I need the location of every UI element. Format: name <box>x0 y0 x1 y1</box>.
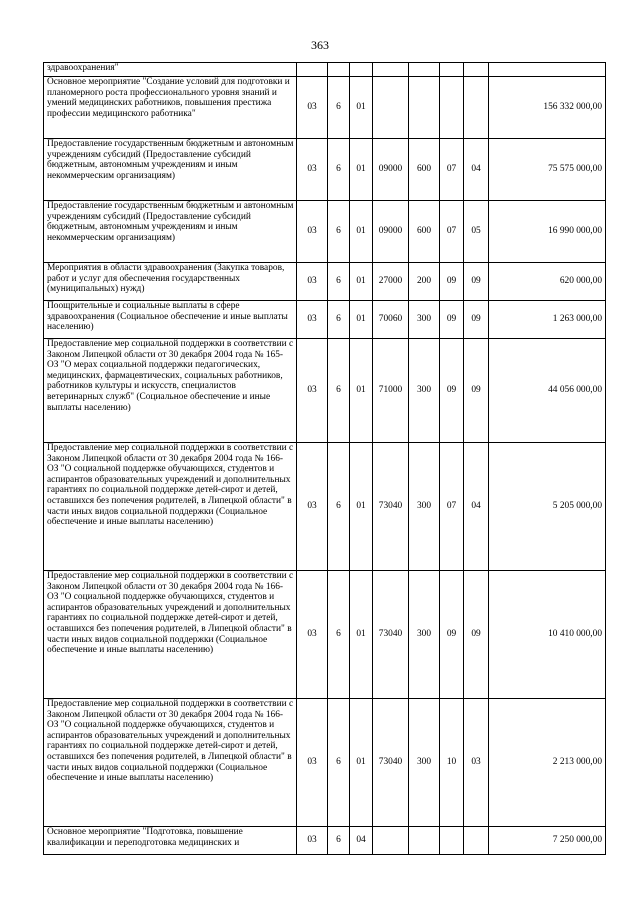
code-subsection: 09 <box>464 301 489 339</box>
code-activity: 04 <box>350 827 373 855</box>
code-subsection: 04 <box>464 443 489 571</box>
row-description: Предоставление мер социальной поддержки в соответствии с Законом Липецкой области от 30 декабря 2004 года № 166-ОЗ "О социальной поддержке обучающихся, студентов и аспирантов образовательных учреждений и дополнительных гарантиях по социальной поддержке детей-сирот и детей, оставшихся без попечения родителей, в Липецкой области" в части иных видов социальной поддержки (Социальное обеспечение и иные выплаты населению) <box>44 699 297 827</box>
row-amount: 7 250 000,00 <box>489 827 606 855</box>
code-subprogram: 6 <box>328 827 350 855</box>
code-activity: 01 <box>350 77 373 139</box>
code-expense-type: 300 <box>409 571 440 699</box>
code-section: 07 <box>440 201 464 263</box>
row-description: Предоставление государственным бюджетным и автономным учреждениям субсидий (Предоставление субсидий бюджетным, автономным учреждениям и иным некоммерческим организациям) <box>44 201 297 263</box>
row-description: Предоставление государственным бюджетным и автономным учреждениям субсидий (Предоставление субсидий бюджетным, автономным учреждениям и иным некоммерческим организациям) <box>44 139 297 201</box>
row-description: Основное мероприятие "Подготовка, повышение квалификации и переподготовка медицинских и <box>44 827 297 855</box>
code-subprogram: 6 <box>328 139 350 201</box>
code-subprogram: 6 <box>328 699 350 827</box>
code-program: 03 <box>297 201 328 263</box>
code-activity: 01 <box>350 201 373 263</box>
row-amount: 2 213 000,00 <box>489 699 606 827</box>
row-amount: 44 056 000,00 <box>489 339 606 443</box>
code-section: 09 <box>440 571 464 699</box>
code-section: 09 <box>440 339 464 443</box>
code-direction: 70060 <box>373 301 409 339</box>
row-description: Предоставление мер социальной поддержки в соответствии с Законом Липецкой области от 30 декабря 2004 года № 166-ОЗ "О социальной поддержке обучающихся, студентов и аспирантов образовательных учреждений и дополнительных гарантиях по социальной поддержке детей-сирот и детей, оставшихся без попечения родителей, в Липецкой области" в части иных видов социальной поддержки (Социальное обеспечение и иные выплаты населению) <box>44 443 297 571</box>
code-program: 03 <box>297 339 328 443</box>
code-subsection: 09 <box>464 263 489 301</box>
code-section: 07 <box>440 139 464 201</box>
page-number: 363 <box>311 38 329 52</box>
code-program: 03 <box>297 443 328 571</box>
code-program: 03 <box>297 301 328 339</box>
code-direction: 27000 <box>373 263 409 301</box>
code-expense-type: 600 <box>409 201 440 263</box>
code-expense-type: 600 <box>409 139 440 201</box>
code-expense-type: 200 <box>409 263 440 301</box>
code-section: 09 <box>440 263 464 301</box>
code-expense-type: 300 <box>409 443 440 571</box>
code-activity: 01 <box>350 443 373 571</box>
table-row <box>44 301 606 339</box>
code-program: 03 <box>297 263 328 301</box>
code-subprogram: 6 <box>328 77 350 139</box>
code-direction: 09000 <box>373 201 409 263</box>
code-program <box>297 63 328 77</box>
row-amount: 5 205 000,00 <box>489 443 606 571</box>
row-description: здравоохранения" <box>44 63 297 77</box>
row-amount: 75 575 000,00 <box>489 139 606 201</box>
code-subprogram: 6 <box>328 443 350 571</box>
code-activity: 01 <box>350 139 373 201</box>
code-section <box>440 827 464 855</box>
code-activity: 01 <box>350 571 373 699</box>
row-amount: 620 000,00 <box>489 263 606 301</box>
row-description: Предоставление мер социальной поддержки в соответствии с Законом Липецкой области от 30 декабря 2004 года № 165-ОЗ "О мерах социальной поддержки педагогических, медицинских, фармацевтических, социальных работников, работников культуры и искусств, специалистов ветеринарных служб" (Социальное обеспечение и иные выплаты населению) <box>44 339 297 443</box>
code-subsection <box>464 827 489 855</box>
code-expense-type <box>409 63 440 77</box>
code-subsection: 03 <box>464 699 489 827</box>
code-activity: 01 <box>350 263 373 301</box>
code-activity: 01 <box>350 339 373 443</box>
code-subsection <box>464 77 489 139</box>
code-direction <box>373 77 409 139</box>
code-subprogram: 6 <box>328 263 350 301</box>
table-row <box>44 77 606 139</box>
table-row <box>44 827 606 855</box>
code-direction <box>373 63 409 77</box>
code-section <box>440 77 464 139</box>
code-expense-type <box>409 77 440 139</box>
code-subprogram: 6 <box>328 301 350 339</box>
code-subsection: 04 <box>464 139 489 201</box>
code-expense-type: 300 <box>409 699 440 827</box>
code-subsection: 09 <box>464 571 489 699</box>
code-subprogram <box>328 63 350 77</box>
code-activity <box>350 63 373 77</box>
code-direction: 73040 <box>373 443 409 571</box>
code-program: 03 <box>297 77 328 139</box>
table-row <box>44 63 606 77</box>
code-subprogram: 6 <box>328 571 350 699</box>
code-expense-type <box>409 827 440 855</box>
table-row <box>44 201 606 263</box>
code-direction: 71000 <box>373 339 409 443</box>
code-section: 07 <box>440 443 464 571</box>
code-section <box>440 63 464 77</box>
row-amount: 10 410 000,00 <box>489 571 606 699</box>
code-program: 03 <box>297 571 328 699</box>
row-amount: 16 990 000,00 <box>489 201 606 263</box>
code-subprogram: 6 <box>328 339 350 443</box>
row-description: Мероприятия в области здравоохранения (Закупка товаров, работ и услуг для обеспечения государственных (муниципальных) нужд) <box>44 263 297 301</box>
table-row <box>44 139 606 201</box>
code-subsection: 05 <box>464 201 489 263</box>
code-expense-type: 300 <box>409 339 440 443</box>
row-amount: 156 332 000,00 <box>489 77 606 139</box>
table-row <box>44 263 606 301</box>
code-activity: 01 <box>350 699 373 827</box>
code-direction <box>373 827 409 855</box>
code-direction: 73040 <box>373 699 409 827</box>
code-program: 03 <box>297 827 328 855</box>
code-activity: 01 <box>350 301 373 339</box>
code-section: 09 <box>440 301 464 339</box>
table-row <box>44 443 606 571</box>
row-description: Предоставление мер социальной поддержки в соответствии с Законом Липецкой области от 30 декабря 2004 года № 166-ОЗ "О социальной поддержке обучающихся, студентов и аспирантов образовательных учреждений и дополнительных гарантиях по социальной поддержке детей-сирот и детей, оставшихся без попечения родителей, в Липецкой области" в части иных видов социальной поддержки (Социальное обеспечение и иные выплаты населению) <box>44 571 297 699</box>
budget-table <box>43 62 606 855</box>
code-subsection <box>464 63 489 77</box>
code-direction: 73040 <box>373 571 409 699</box>
table-row <box>44 339 606 443</box>
code-subsection: 09 <box>464 339 489 443</box>
table-row <box>44 699 606 827</box>
code-program: 03 <box>297 139 328 201</box>
row-description: Основное мероприятие "Создание условий для подготовки и планомерного роста профессионального уровня знаний и умений медицинских работников, повышения престижа профессии медицинского работника" <box>44 77 297 139</box>
table-body <box>44 63 606 855</box>
code-subprogram: 6 <box>328 201 350 263</box>
row-amount <box>489 63 606 77</box>
code-expense-type: 300 <box>409 301 440 339</box>
code-program: 03 <box>297 699 328 827</box>
row-amount: 1 263 000,00 <box>489 301 606 339</box>
code-section: 10 <box>440 699 464 827</box>
code-direction: 09000 <box>373 139 409 201</box>
row-description: Поощрительные и социальные выплаты в сфере здравоохранения (Социальное обеспечение и иные выплаты населению) <box>44 301 297 339</box>
table-row <box>44 571 606 699</box>
